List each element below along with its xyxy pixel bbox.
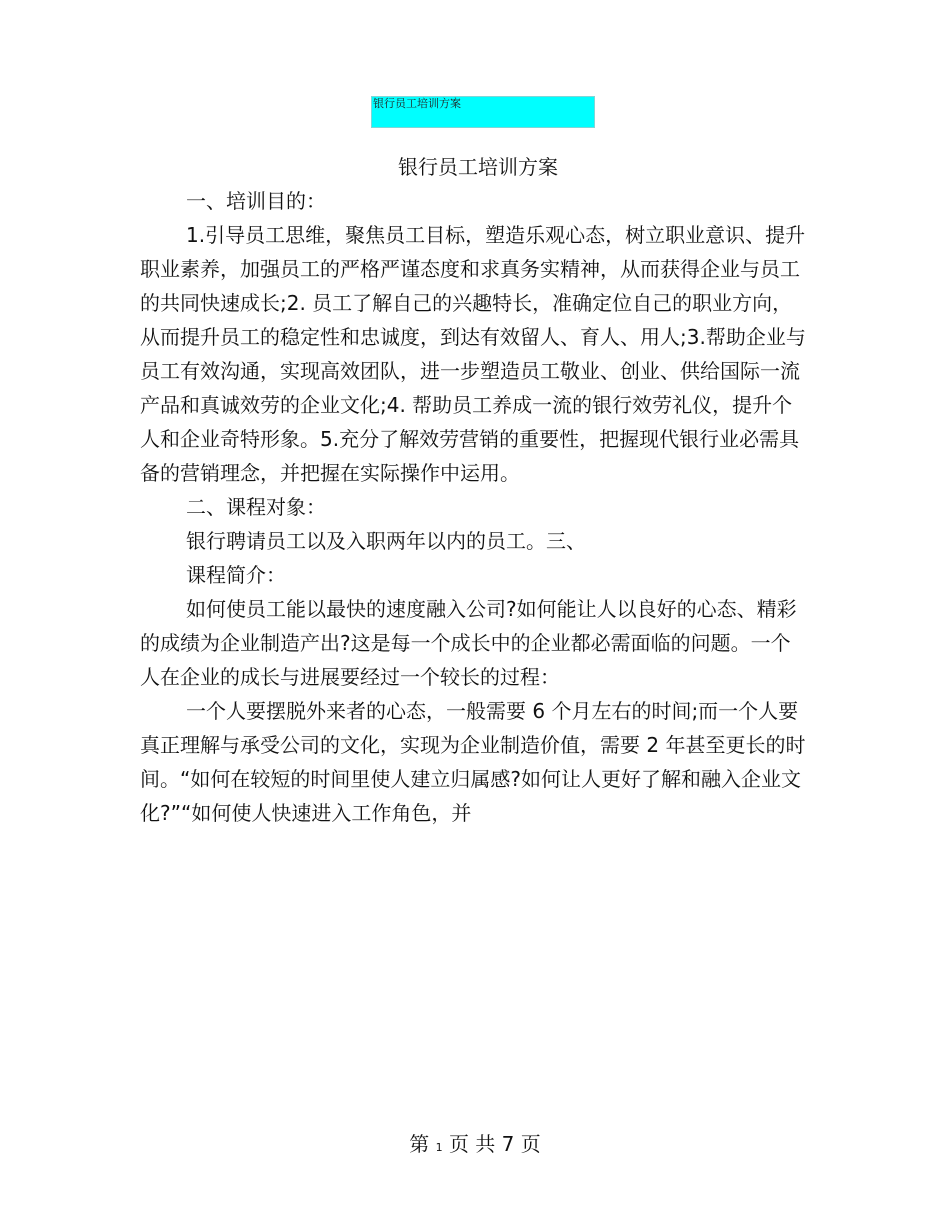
footer-prefix: 第 bbox=[409, 1132, 436, 1156]
paragraph-purpose-details: 1.引导员工思维，聚焦员工目标，塑造乐观心态，树立职业意识、提升职业素养，加强员工的严格严谨态度和求真务实精神，从而获得企业与员工的共同快速成长;2. 员工了解自己的兴趣特长，准确定位自己的职业方向，从而提升员工的稳定性和忠诚度，到达有效留人、育人、用人;3.帮助企业与员工有效沟通，实现高效团队，进一步塑造员工敬业、创业、供给国际一流产品和真诚效劳的企业文化;4. 帮助员工养成一流的银行效劳礼仪，提升个人和企业奇特形象。5.充分了解效劳营销的重要性，把握现代银行业必需具备的营销理念，并把握在实际操作中运用。 bbox=[140, 223, 806, 485]
document-title: 银行员工培训方案 bbox=[398, 155, 558, 179]
footer-middle: 页 共 bbox=[442, 1132, 502, 1156]
paragraph-intro-1: 如何使员工能以最快的速度融入公司?如何能让人以良好的心态、精彩的成绩为企业制造产出?这是每一个成长中的企业都必需面临的问题。一个人在企业的成长与进展要经过一个较长的过程： bbox=[140, 597, 797, 689]
paragraph-intro-2: 一个人要摆脱外来者的心态，一般需要 6 个月左右的时间;而一个人要真正理解与承受公司的文化，实现为企业制造价值，需要 2 年甚至更长的时间。“如何在较短的时间里使人建立归属感?如何让人更好了解和融入企业文化?”“如何使人快速进入工作角色，并 bbox=[140, 699, 806, 825]
footer-suffix: 页 bbox=[514, 1132, 541, 1156]
document-body bbox=[140, 150, 810, 830]
footer-page-number: 1 bbox=[435, 1141, 443, 1154]
section-heading-audience: 二、课程对象： bbox=[186, 495, 326, 519]
footer-total-pages: 7 bbox=[501, 1132, 515, 1156]
section-heading-intro: 课程简介： bbox=[186, 563, 286, 587]
section-heading-purpose: 一、培训目的： bbox=[186, 189, 326, 213]
page-footer bbox=[0, 1128, 950, 1157]
paragraph-audience: 银行聘请员工以及入职两年以内的员工。三、 bbox=[186, 529, 586, 553]
header-highlight-box: 银行员工培训方案 bbox=[371, 96, 595, 128]
